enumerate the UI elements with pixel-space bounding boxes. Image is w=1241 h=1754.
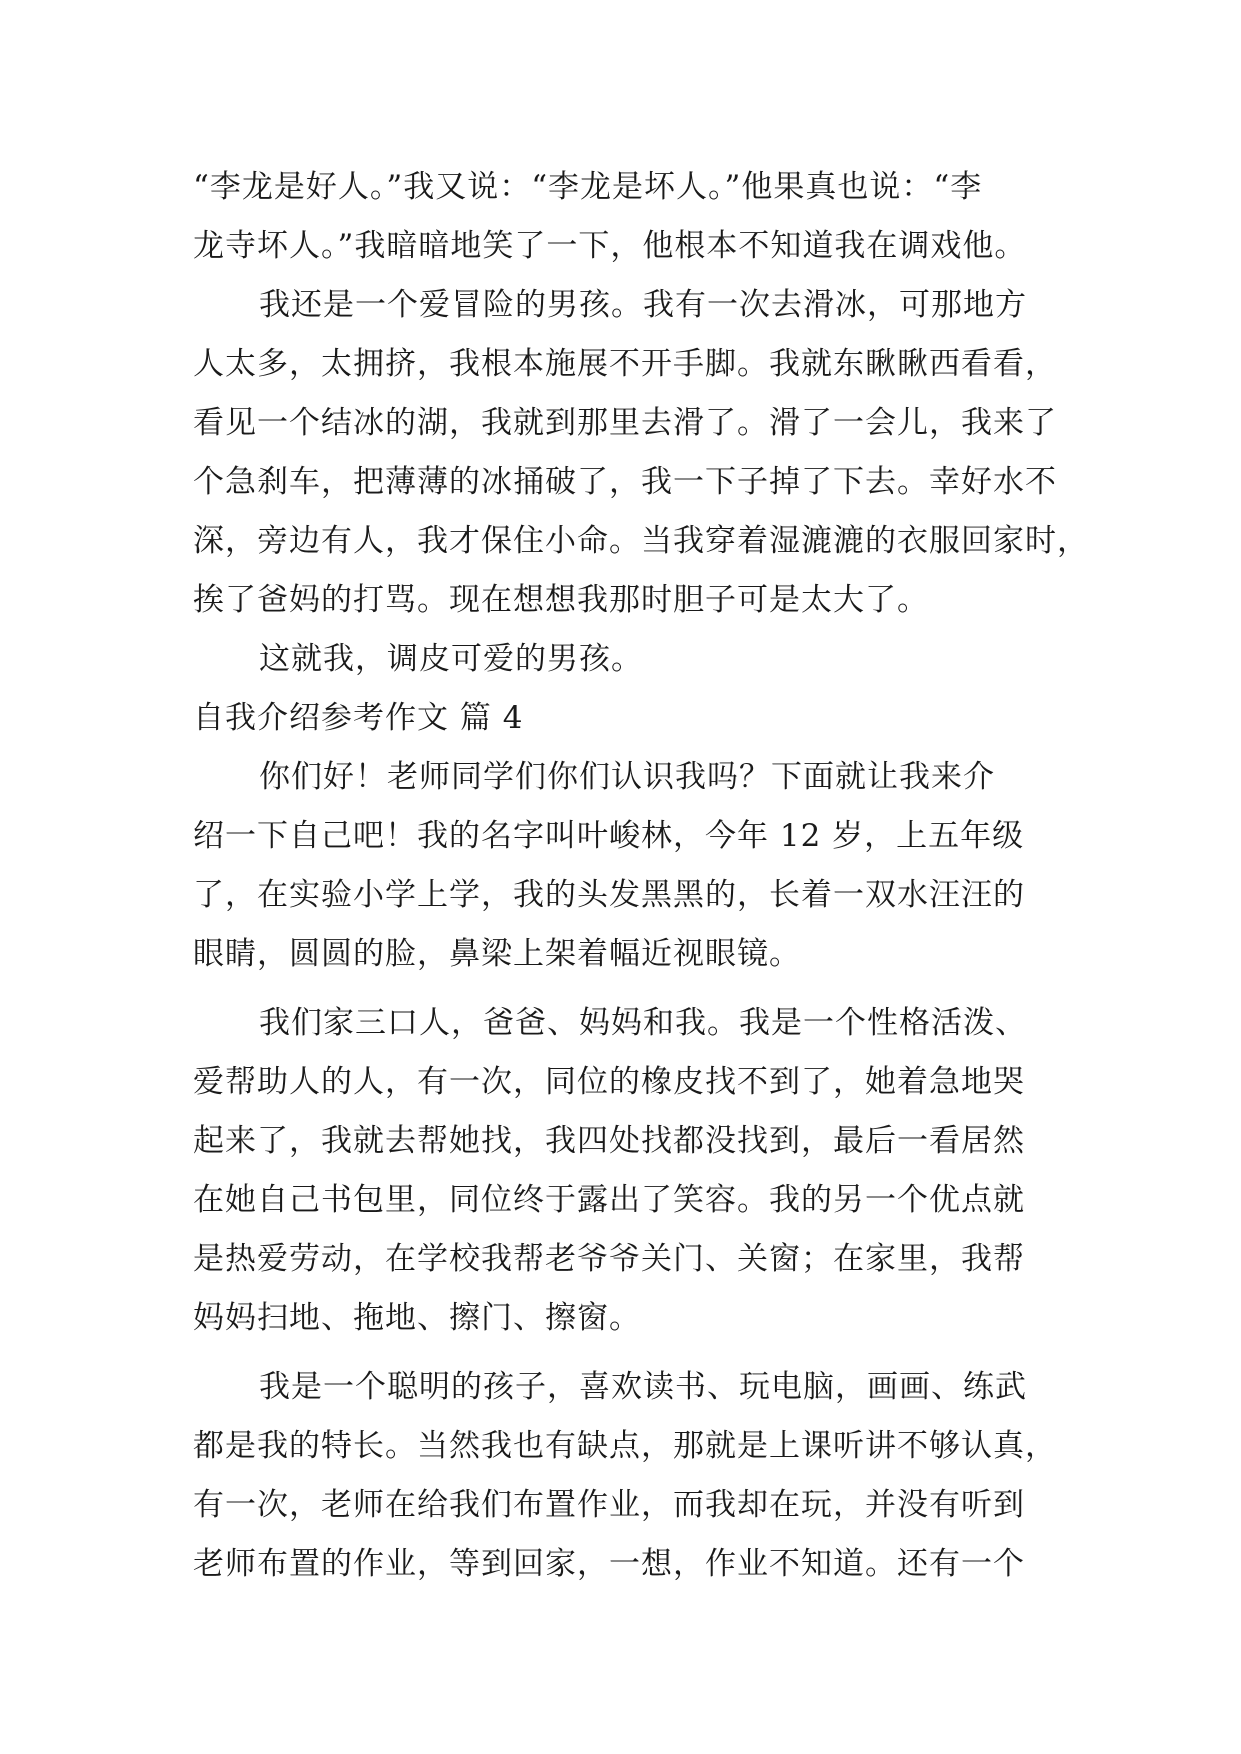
text-line: 深，旁边有人，我才保住小命。当我穿着湿漉漉的衣服回家时，: [193, 523, 1089, 559]
text-line: 妈妈扫地、拖地、擦门、擦窗。: [193, 1300, 641, 1336]
text-line: 人太多，太拥挤，我根本施展不开手脚。我就东瞅瞅西看看，: [193, 346, 1057, 382]
section-heading: 自我介绍参考作文 篇 4: [193, 700, 524, 736]
document-body: [193, 158, 1089, 1594]
text-line: 都是我的特长。当然我也有缺点，那就是上课听讲不够认真，: [193, 1428, 1057, 1464]
text-line: 你们好！老师同学们你们认识我吗？下面就让我来介: [259, 759, 995, 795]
text-line: “李龙是好人。”我又说：“李龙是坏人。”他果真也说：“李: [193, 169, 983, 205]
text-line: 个急刹车，把薄薄的冰捅破了，我一下子掉了下去。幸好水不: [193, 464, 1057, 500]
text-line: 我还是一个爱冒险的男孩。我有一次去滑冰，可那地方: [259, 287, 1027, 323]
text-line: 在她自己书包里，同位终于露出了笑容。我的另一个优点就: [193, 1182, 1025, 1218]
text-line: 我们家三口人，爸爸、妈妈和我。我是一个性格活泼、: [259, 1005, 1027, 1041]
text-line: 起来了，我就去帮她找，我四处找都没找到，最后一看居然: [193, 1123, 1025, 1159]
text-line: 有一次，老师在给我们布置作业，而我却在玩，并没有听到: [193, 1487, 1025, 1523]
text-line: 绍一下自己吧！我的名字叫叶峻林，今年 12 岁，上五年级: [193, 818, 1025, 854]
text-line: 了，在实验小学上学，我的头发黑黑的，长着一双水汪汪的: [193, 877, 1025, 913]
text-line: 老师布置的作业，等到回家，一想，作业不知道。还有一个: [193, 1546, 1025, 1582]
text-line: 是热爱劳动，在学校我帮老爷爷关门、关窗；在家里，我帮: [193, 1241, 1025, 1277]
text-line: 眼睛，圆圆的脸，鼻梁上架着幅近视眼镜。: [193, 936, 801, 972]
text-line: 这就我，调皮可爱的男孩。: [259, 641, 643, 677]
text-line: 挨了爸妈的打骂。现在想想我那时胆子可是太大了。: [193, 582, 929, 618]
text-line: 我是一个聪明的孩子，喜欢读书、玩电脑，画画、练武: [259, 1369, 1027, 1405]
text-line: 看见一个结冰的湖，我就到那里去滑了。滑了一会儿，我来了: [193, 405, 1057, 441]
text-line: 龙寺坏人。”我暗暗地笑了一下，他根本不知道我在调戏他。: [193, 228, 1027, 264]
text-line: 爱帮助人的人，有一次，同位的橡皮找不到了，她着急地哭: [193, 1064, 1025, 1100]
